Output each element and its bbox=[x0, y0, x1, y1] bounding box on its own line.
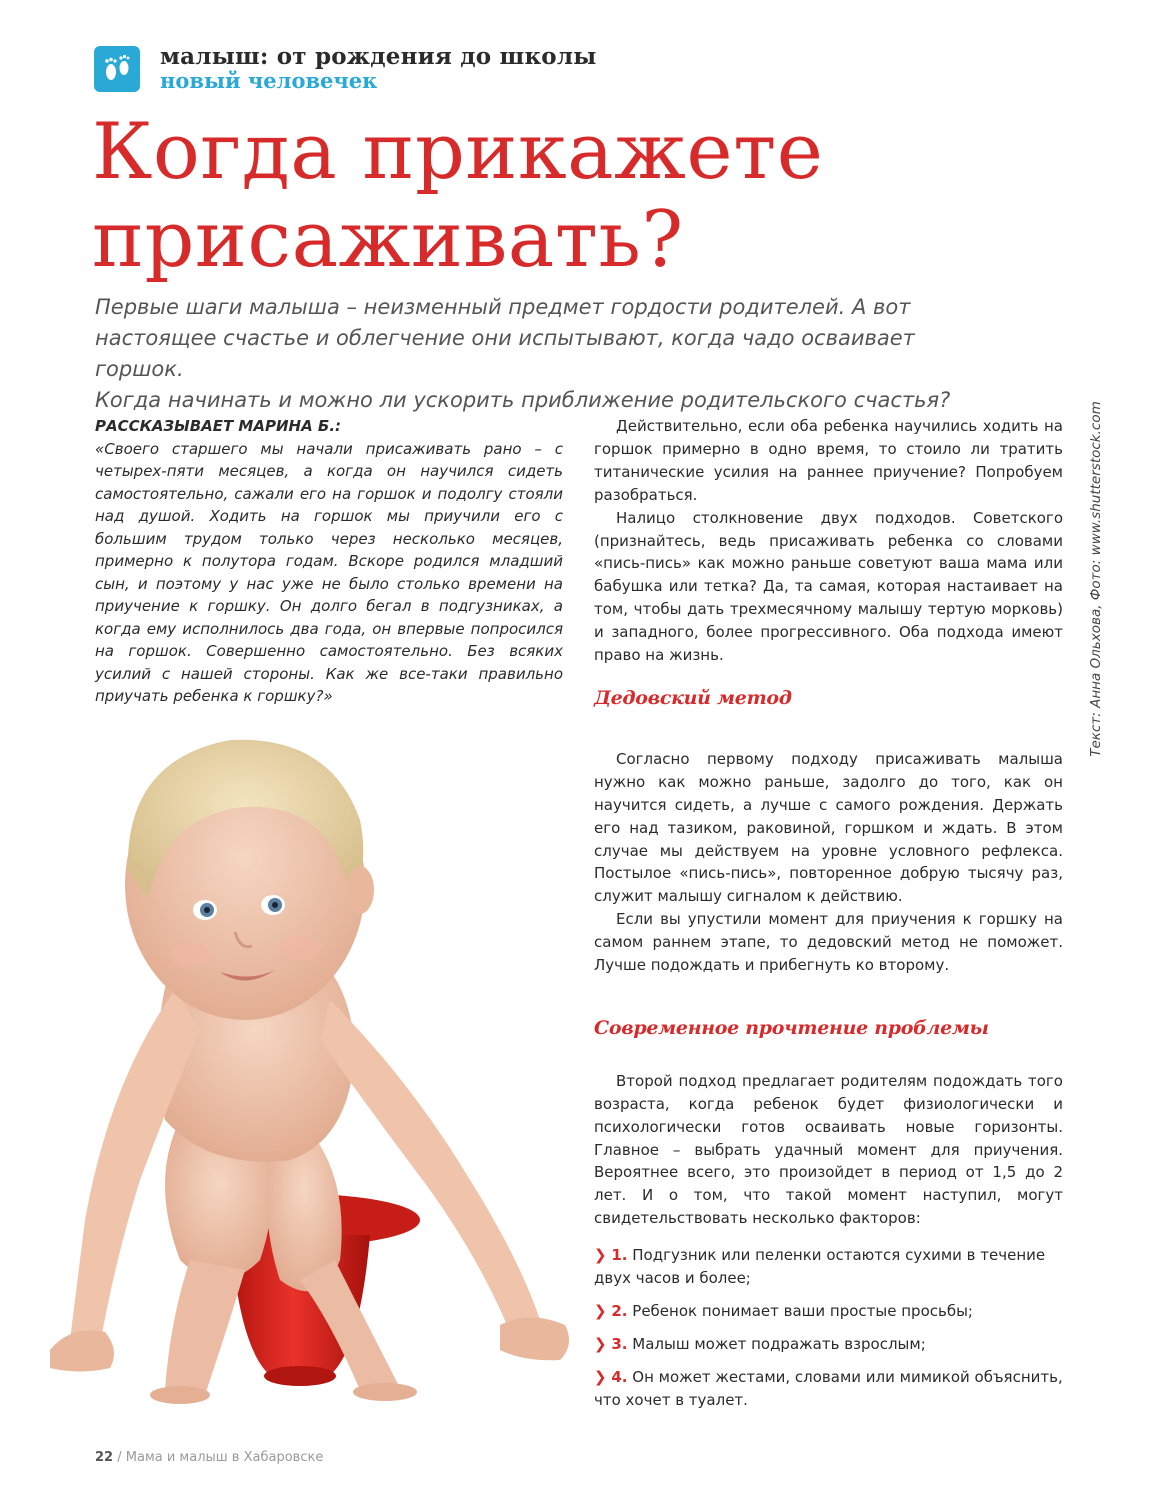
lead-line-1: Первые шаги малыша – неизменный предмет гордости родителей. А вот bbox=[95, 295, 911, 319]
page-footer bbox=[95, 1450, 323, 1465]
photo-credit-text: Текст: Анна Ольхова, Фото: www.shutterstock.com bbox=[1088, 401, 1104, 757]
list-item bbox=[594, 1333, 1063, 1356]
list-item-number: 4. bbox=[611, 1367, 628, 1386]
body-paragraph-4: Если вы упустили момент для приучения к горшку на самом раннем этапе, то дедовский метод не поможет. Лучше подождать и прибегнуть ко второму. bbox=[594, 910, 1063, 975]
list-item-text: Подгузник или пеленки остаются сухими в течение двух часов и более; bbox=[594, 1246, 1046, 1288]
list-item-number: 1. bbox=[611, 1246, 628, 1265]
article-title bbox=[92, 108, 1092, 284]
body-paragraph-3: Согласно первому подходу присаживать малыша нужно как можно раньше, задолго до того, как он научится сидеть, а лучше с самого рождения. Держать его над тазиком, раковиной, горшком и ждать. В этом случае мы действуем на уровне условного рефлекса. Постылое «пись-пись», повторенное добрую тысячу раз, служит малышу сигналом к действию. bbox=[594, 749, 1063, 906]
list-item-text: Он может жестами, словами или мимикой объяснить, что хочет в туалет. bbox=[594, 1367, 1063, 1409]
section-kicker: малыш: от рождения до школы bbox=[160, 43, 597, 70]
body-paragraph-5: Второй подход предлагает родителям подождать того возраста, когда ребенок будет физиологически и психологически готов осваивать новые горизонты. Главное – выбрать удачный момент для приучения. Вероятнее всего, это произойдет в период от 1,5 до 2 лет. И о том, что такой момент наступил, могут свидетельствовать несколько факторов: bbox=[594, 1071, 1063, 1228]
section-heading-modern-approach: Современное прочтение проблемы bbox=[594, 1016, 989, 1039]
testimonial-quote: «Своего старшего мы начали присаживать рано – с четырех-пяти месяцев, а когда он научился сидеть самостоятельно, сажали его на горшок и подолгу стояли над душой. Ходить на горшок мы приучили его с большим трудом только через несколько месяцев, примерно к полутора годам. Вскоре родился младший сын, и поэтому у нас уже не было столько времени на приучение к горшку. Он долго бегал в подгузниках, а когда ему исполнилось два года, он впервые попросился на горшок. Совершенно самостоятельно. Без всяких усилий с нашей стороны. Как же все-таки правильно приучать ребенка к горшку?» bbox=[95, 439, 563, 705]
footer-separator: / bbox=[117, 1450, 122, 1465]
list-item-text: Малыш может подражать взрослым; bbox=[632, 1334, 926, 1353]
baby-footprints-icon bbox=[94, 46, 140, 92]
lead-line-2: настоящее счастье и облегчение они испытывают, когда чадо осваивает горшок. bbox=[95, 326, 915, 381]
article-lead bbox=[95, 292, 995, 416]
chevron-right-icon: ❯ bbox=[594, 1302, 607, 1320]
body-paragraph-1: Действительно, если оба ребенка научились ходить на горшок примерно в одно время, то стоило ли тратить титанические усилия на раннее приучение? Попробуем разобраться. bbox=[594, 417, 1063, 504]
list-item-number: 3. bbox=[611, 1334, 628, 1353]
chevron-right-icon: ❯ bbox=[594, 1334, 607, 1353]
section-heading-grandfather-method: Дедовский метод bbox=[594, 686, 792, 709]
list-item-text: Ребенок понимает ваши простые просьбы; bbox=[632, 1302, 973, 1320]
magazine-name: Мама и малыш в Хабаровске bbox=[125, 1450, 324, 1465]
lead-line-3: Когда начинать и можно ли ускорить приближение родительского счастья? bbox=[95, 388, 951, 412]
photo-credit bbox=[1081, 401, 1111, 757]
list-item bbox=[594, 1366, 1063, 1412]
article-body bbox=[594, 415, 1063, 1412]
title-line-2: присаживать? bbox=[92, 195, 684, 285]
chevron-right-icon: ❯ bbox=[594, 1246, 607, 1265]
subsection-kicker: новый человечек bbox=[160, 68, 378, 93]
page-number: 22 bbox=[95, 1450, 114, 1465]
list-item bbox=[594, 1300, 1063, 1323]
toddler-on-potty-photo bbox=[30, 700, 590, 1420]
chevron-right-icon: ❯ bbox=[594, 1367, 607, 1386]
testimonial-column bbox=[95, 415, 563, 708]
body-paragraph-2: Налицо столкновение двух подходов. Советского (признайтесь, ведь присаживать ребенка со словами «пись-пись» как можно раньше советуют ваша мама или бабушка или тетка? Да, та самая, которая настаивает на том, чтобы дать трехмесячному малышу тертую морковь) и западного, более прогрессивного. Оба подхода имеют право на жизнь. bbox=[594, 508, 1063, 665]
testimonial-byline: РАССКАЗЫВАЕТ МАРИНА Б.: bbox=[95, 417, 342, 435]
title-line-1: Когда прикажете bbox=[92, 107, 824, 197]
list-item bbox=[594, 1244, 1063, 1290]
list-item-number: 2. bbox=[611, 1302, 628, 1320]
